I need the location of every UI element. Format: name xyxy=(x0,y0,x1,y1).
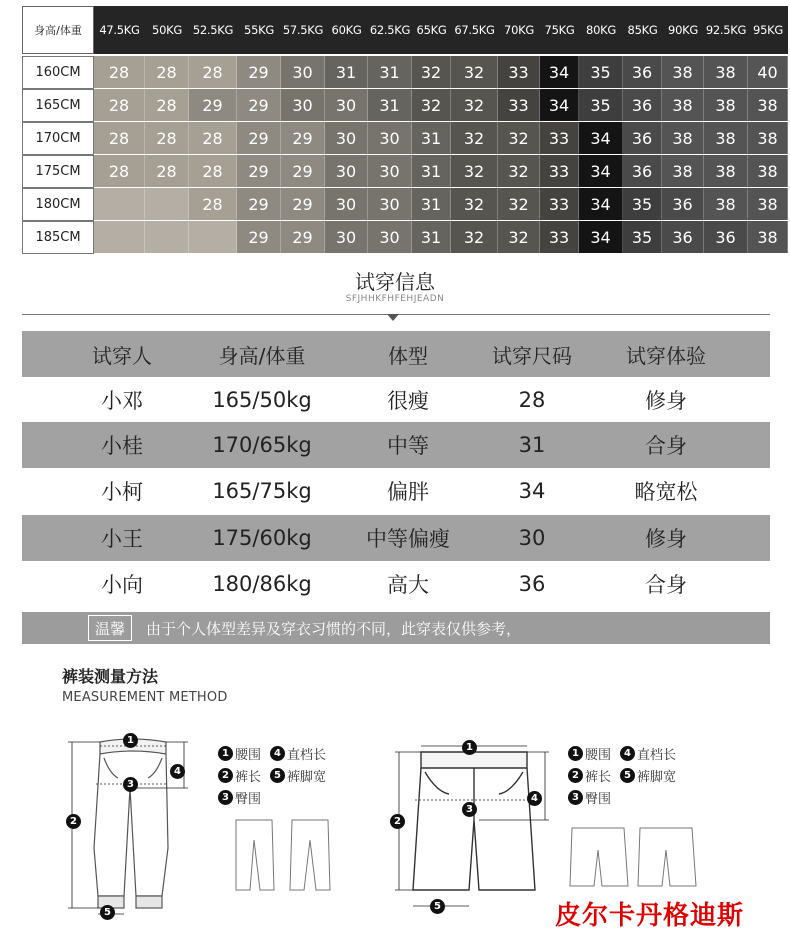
note-text: 由于个人体型差异及穿衣习惯的不同，此穿表仅供参考， xyxy=(146,619,522,638)
size-value-cell: 30 xyxy=(325,221,368,253)
shorts-marker-2-icon: 2 xyxy=(390,814,405,829)
size-value-cell: 31 xyxy=(368,56,412,88)
legend-num-icon: 2 xyxy=(218,768,233,783)
size-value-cell: 38 xyxy=(662,56,704,88)
size-value-cell: 28 xyxy=(189,56,237,88)
size-value-cell: 28 xyxy=(94,56,145,88)
size-value-cell: 28 xyxy=(94,122,145,154)
size-value-cell: 32 xyxy=(451,56,498,88)
size-value-cell: 29 xyxy=(237,221,281,253)
long-pants-thumbnails xyxy=(232,816,342,896)
legend-label: 腰围 xyxy=(235,748,262,763)
size-value-cell: 32 xyxy=(451,155,498,187)
size-value-cell: 38 xyxy=(704,122,748,154)
size-value-cell: 29 xyxy=(281,221,325,253)
tryon-cell: 小桂 xyxy=(101,434,143,458)
shorts-marker-4-icon: 4 xyxy=(527,791,542,806)
weight-header-cell: 70KG xyxy=(498,6,540,54)
weight-header-cell: 65KG xyxy=(412,6,451,54)
size-value-cell: 36 xyxy=(623,122,662,154)
tryon-cell: 高大 xyxy=(387,573,429,597)
weight-header-cell: 75KG xyxy=(540,6,579,54)
weight-header-cell: 57.5KG xyxy=(281,6,325,54)
size-value-cell: 38 xyxy=(748,89,788,121)
size-value-cell: 33 xyxy=(540,188,579,220)
size-value-cell: 28 xyxy=(145,122,189,154)
brand-name: 皮尔卡丹格迪斯 xyxy=(555,901,745,931)
size-value-cell xyxy=(145,188,189,220)
weight-header-cell: 47.5KG xyxy=(94,6,145,54)
legend-left xyxy=(218,744,358,814)
size-value-cell: 40 xyxy=(748,56,788,88)
size-value-cell: 36 xyxy=(662,221,704,253)
size-value-cell xyxy=(94,221,145,253)
legend-num-icon: 2 xyxy=(568,768,583,783)
tryon-cell: 小邓 xyxy=(101,389,143,413)
tryon-cell: 很瘦 xyxy=(387,389,429,413)
size-value-cell: 38 xyxy=(704,56,748,88)
size-value-cell: 36 xyxy=(623,155,662,187)
size-value-cell: 31 xyxy=(412,188,451,220)
size-value-cell: 28 xyxy=(189,188,237,220)
weight-header-cell: 67.5KG xyxy=(451,6,498,54)
legend-num-icon: 1 xyxy=(568,746,583,761)
tryon-cell: 略宽松 xyxy=(634,480,698,504)
size-value-cell: 34 xyxy=(579,188,623,220)
weight-header-cell: 85KG xyxy=(623,6,662,54)
size-value-cell xyxy=(94,188,145,220)
tryon-cell: 小柯 xyxy=(101,480,143,504)
size-value-cell: 29 xyxy=(281,155,325,187)
marker-3-icon: 3 xyxy=(123,777,138,792)
weight-header-cell: 60KG xyxy=(325,6,368,54)
tryon-row xyxy=(22,422,770,468)
marker-2-icon: 2 xyxy=(66,814,81,829)
weight-header-cell: 92.5KG xyxy=(704,6,748,54)
size-value-cell: 34 xyxy=(579,221,623,253)
size-value-cell: 31 xyxy=(325,56,368,88)
size-value-cell: 32 xyxy=(498,188,540,220)
size-value-cell: 38 xyxy=(662,89,704,121)
size-value-cell: 32 xyxy=(498,221,540,253)
size-value-cell: 38 xyxy=(748,221,788,253)
shorts-thumbnails xyxy=(568,824,698,894)
tryon-cell: 165/50kg xyxy=(212,388,312,412)
measurement-title: 裤装测量方法 xyxy=(62,667,159,686)
tryon-header-cell: 试穿尺码 xyxy=(492,343,572,368)
size-value-cell: 28 xyxy=(189,155,237,187)
size-value-cell: 33 xyxy=(498,89,540,121)
size-value-cell: 28 xyxy=(189,122,237,154)
tryon-header-row xyxy=(22,331,770,377)
size-value-cell: 30 xyxy=(368,122,412,154)
legend-label: 直档长 xyxy=(287,748,327,763)
size-value-cell: 32 xyxy=(451,89,498,121)
size-value-cell: 29 xyxy=(237,155,281,187)
size-value-cell: 30 xyxy=(325,155,368,187)
legend-num-icon: 4 xyxy=(620,746,635,761)
shorts-marker-1-icon: 1 xyxy=(462,740,477,755)
size-value-cell: 35 xyxy=(623,188,662,220)
size-value-cell: 34 xyxy=(579,155,623,187)
tryon-cell: 偏胖 xyxy=(387,480,429,504)
measurement-subtitle: MEASUREMENT METHOD xyxy=(62,690,228,705)
size-value-cell: 38 xyxy=(704,89,748,121)
size-value-cell: 30 xyxy=(368,221,412,253)
size-value-cell: 32 xyxy=(451,188,498,220)
legend-num-icon: 3 xyxy=(218,790,233,805)
legend-num-icon: 5 xyxy=(270,768,285,783)
weight-header-cell: 90KG xyxy=(662,6,704,54)
legend-label: 裤脚宽 xyxy=(287,770,327,785)
size-value-cell: 36 xyxy=(662,188,704,220)
height-label-cell: 175CM xyxy=(22,155,94,188)
note-tag: 温馨 xyxy=(88,615,132,641)
tryon-cell: 36 xyxy=(518,572,546,596)
note-bar xyxy=(22,612,770,644)
size-value-cell: 36 xyxy=(704,221,748,253)
tryon-cell: 中等偏瘦 xyxy=(366,527,450,551)
tryon-header-cell: 试穿人 xyxy=(92,343,152,368)
size-value-cell xyxy=(145,221,189,253)
tryon-cell: 28 xyxy=(518,388,546,412)
size-value-cell: 28 xyxy=(145,155,189,187)
tryon-row xyxy=(22,561,770,607)
size-chart-table xyxy=(22,6,783,256)
tryon-cell: 31 xyxy=(518,433,546,457)
size-value-cell: 29 xyxy=(237,56,281,88)
size-value-cell: 32 xyxy=(498,122,540,154)
legend-label: 裤长 xyxy=(585,770,612,785)
size-value-cell: 28 xyxy=(94,155,145,187)
size-value-cell: 38 xyxy=(662,122,704,154)
size-value-cell: 30 xyxy=(368,188,412,220)
tryon-cell: 修身 xyxy=(645,527,687,551)
size-value-cell: 33 xyxy=(540,122,579,154)
legend-num-icon: 1 xyxy=(218,746,233,761)
size-value-cell: 28 xyxy=(145,56,189,88)
tryon-header-cell: 试穿体验 xyxy=(626,343,706,368)
shorts-diagram xyxy=(385,740,565,920)
marker-1-icon: 1 xyxy=(123,733,138,748)
tryon-cell: 180/86kg xyxy=(212,572,312,596)
size-value-cell: 34 xyxy=(540,89,579,121)
size-value-cell: 31 xyxy=(368,89,412,121)
height-label-cell: 160CM xyxy=(22,56,94,89)
size-value-cell: 29 xyxy=(237,89,281,121)
size-value-cell: 35 xyxy=(623,221,662,253)
size-value-cell: 35 xyxy=(579,89,623,121)
height-label-cell: 165CM xyxy=(22,89,94,122)
tryon-cell: 30 xyxy=(518,526,546,550)
size-value-cell: 28 xyxy=(145,89,189,121)
weight-header-cell: 52.5KG xyxy=(189,6,237,54)
size-value-cell: 32 xyxy=(451,221,498,253)
size-value-cell: 30 xyxy=(325,89,368,121)
tryon-cell: 合身 xyxy=(645,573,687,597)
size-value-cell: 33 xyxy=(540,155,579,187)
weight-header-cell: 55KG xyxy=(237,6,281,54)
legend-label: 裤长 xyxy=(235,770,262,785)
size-value-cell: 32 xyxy=(498,155,540,187)
size-chart-header-row xyxy=(22,6,783,54)
size-value-cell xyxy=(189,221,237,253)
size-value-cell: 30 xyxy=(325,122,368,154)
height-label-cell: 180CM xyxy=(22,188,94,221)
marker-5-icon: 5 xyxy=(100,905,115,920)
tryon-subtitle: SFJHHKFHFEHJEADN xyxy=(345,294,445,304)
legend-label: 臀围 xyxy=(235,792,262,807)
height-label-cell: 185CM xyxy=(22,221,94,254)
size-value-cell: 30 xyxy=(281,56,325,88)
tryon-cell: 175/60kg xyxy=(212,526,312,550)
size-value-cell: 32 xyxy=(451,122,498,154)
size-value-cell: 38 xyxy=(748,188,788,220)
size-value-cell: 29 xyxy=(189,89,237,121)
tryon-cell: 165/75kg xyxy=(212,479,312,503)
shorts-marker-5-icon: 5 xyxy=(430,899,445,914)
size-chart-corner-label: 身高/体重 xyxy=(22,6,94,54)
size-value-cell: 35 xyxy=(579,56,623,88)
tryon-cell: 小向 xyxy=(101,573,143,597)
tryon-title: 试穿信息 xyxy=(355,270,435,294)
size-value-cell: 33 xyxy=(498,56,540,88)
tryon-cell: 170/65kg xyxy=(212,433,312,457)
weight-header-cell: 50KG xyxy=(145,6,189,54)
size-value-cell: 31 xyxy=(412,122,451,154)
weight-header-cell: 62.5KG xyxy=(368,6,412,54)
size-value-cell: 38 xyxy=(704,188,748,220)
legend-num-icon: 5 xyxy=(620,768,635,783)
tryon-header-cell: 体型 xyxy=(388,343,428,368)
height-label-cell: 170CM xyxy=(22,122,94,155)
size-value-cell: 33 xyxy=(540,221,579,253)
size-value-cell: 30 xyxy=(368,155,412,187)
legend-right xyxy=(568,744,708,814)
size-value-cell: 29 xyxy=(281,188,325,220)
size-value-cell: 38 xyxy=(748,155,788,187)
tryon-row xyxy=(22,468,770,514)
size-value-cell: 38 xyxy=(748,122,788,154)
tryon-divider-arrow-icon xyxy=(387,314,399,321)
size-value-cell: 31 xyxy=(412,155,451,187)
size-value-cell: 30 xyxy=(281,89,325,121)
tryon-row xyxy=(22,515,770,561)
legend-num-icon: 4 xyxy=(270,746,285,761)
tryon-cell: 合身 xyxy=(645,434,687,458)
tryon-cell: 中等 xyxy=(387,434,429,458)
legend-label: 直档长 xyxy=(637,748,677,763)
size-value-cell: 29 xyxy=(237,188,281,220)
size-value-cell: 34 xyxy=(540,56,579,88)
tryon-row xyxy=(22,377,770,423)
weight-header-cell: 80KG xyxy=(579,6,623,54)
tryon-header-cell: 身高/体重 xyxy=(218,343,306,368)
size-value-cell: 38 xyxy=(662,155,704,187)
marker-4-icon: 4 xyxy=(170,764,185,779)
tryon-cell: 34 xyxy=(518,479,546,503)
legend-num-icon: 3 xyxy=(568,790,583,805)
tryon-cell: 修身 xyxy=(645,389,687,413)
size-value-cell: 30 xyxy=(325,188,368,220)
legend-label: 裤脚宽 xyxy=(637,770,677,785)
size-value-cell: 38 xyxy=(704,155,748,187)
size-value-cell: 29 xyxy=(237,122,281,154)
size-value-cell: 36 xyxy=(623,89,662,121)
legend-label: 臀围 xyxy=(585,792,612,807)
size-value-cell: 32 xyxy=(412,89,451,121)
weight-header-cell: 95KG xyxy=(748,6,788,54)
size-value-cell: 36 xyxy=(623,56,662,88)
size-value-cell: 34 xyxy=(579,122,623,154)
size-value-cell: 28 xyxy=(94,89,145,121)
tryon-cell: 小王 xyxy=(101,527,143,551)
shorts-marker-3-icon: 3 xyxy=(462,802,477,817)
size-value-cell: 31 xyxy=(412,221,451,253)
legend-label: 腰围 xyxy=(585,748,612,763)
size-value-cell: 32 xyxy=(412,56,451,88)
size-value-cell: 29 xyxy=(281,122,325,154)
